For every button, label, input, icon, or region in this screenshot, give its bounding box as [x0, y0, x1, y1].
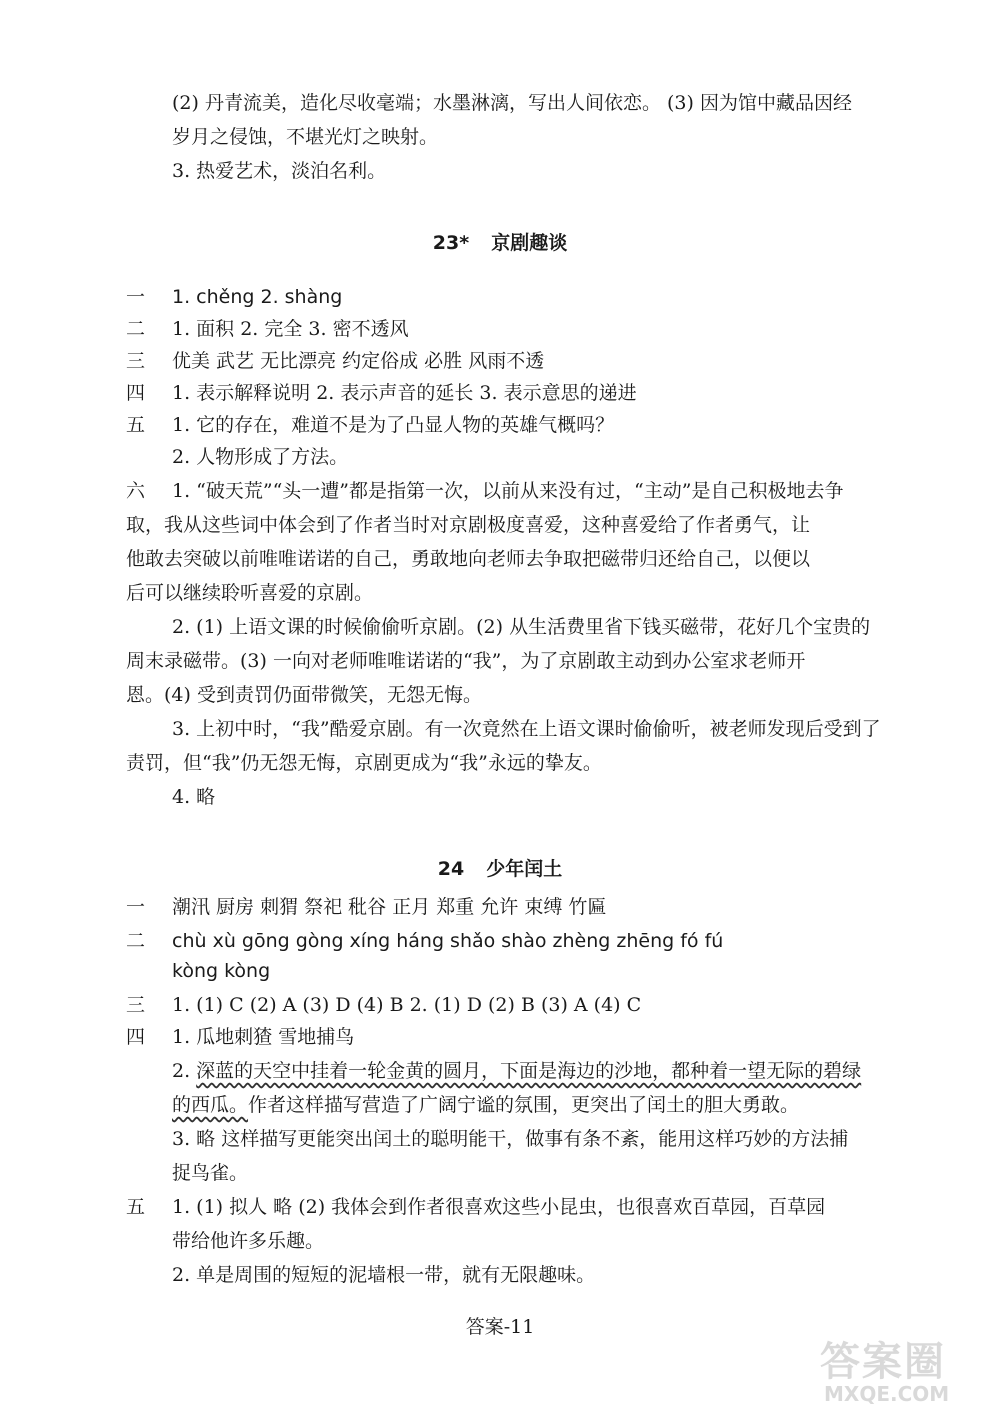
question-marker: 三: [126, 994, 146, 1016]
answer-line: 取，我从这些词中体会到了作者当时对京剧极度喜爱，这种喜爱给了作者勇气，让: [126, 514, 811, 536]
answer-line: 优美 武艺 无比漂亮 约定俗成 必胜 风雨不透: [172, 350, 545, 372]
page-number: 答案-11: [465, 1316, 535, 1338]
answer-line: 潮汛 厨房 刺猬 祭祀 秕谷 正月 郑重 允许 束缚 竹匾: [172, 896, 607, 918]
answer-line: [172, 1094, 799, 1117]
section-number: 24: [437, 858, 465, 880]
question-marker: 四: [126, 382, 146, 404]
answer-line: 2. 单是周围的短短的泥墙根一带，就有无限趣味。: [172, 1264, 596, 1286]
answer-line: chù xù gōng gòng xíng háng shǎo shào zhèng zhēng fó fú: [172, 930, 724, 952]
answer-line: [172, 1060, 861, 1083]
answer-line: 1. (1) C (2) A (3) D (4) B 2. (1) D (2) B (3) A (4) C: [172, 994, 642, 1016]
answer-line: 1. (1) 拟人 略 (2) 我体会到作者很喜欢这些小昆虫，也很喜欢百草园，百草园: [172, 1196, 826, 1218]
answer-line: (2) 丹青流美，造化尽收毫端；水墨淋漓，写出人间依恋。 (3) 因为馆中藏品因经: [172, 92, 852, 114]
question-marker: 五: [126, 414, 146, 436]
watermark-url: MXQE.COM: [824, 1382, 950, 1406]
section-heading: 少年闰土: [486, 858, 563, 880]
answer-line: 捉鸟雀。: [172, 1162, 249, 1184]
question-marker: 二: [126, 930, 146, 952]
wavy-underlined-text: 的西瓜。: [172, 1094, 249, 1116]
section-heading: 京剧趣谈: [491, 232, 568, 254]
answer-prefix: 2.: [172, 1060, 197, 1082]
watermark-logo: [820, 1330, 992, 1410]
answer-line: 恩。(4) 受到责罚仍面带微笑，无怨无悔。: [126, 684, 482, 706]
answer-line: 4. 略: [172, 786, 216, 808]
wavy-underlined-text: 深蓝的天空中挂着一轮金黄的圆月，下面是海边的沙地，都种着一望无际的碧绿: [196, 1060, 862, 1082]
answer-line: 带给他许多乐趣。: [172, 1230, 325, 1252]
answer-line: 1. 它的存在，难道不是为了凸显人物的英雄气概吗？: [172, 414, 615, 436]
section-number: 23*: [432, 232, 470, 254]
answer-line: 1. 表示解释说明 2. 表示声音的延长 3. 表示意思的递进: [172, 382, 637, 404]
answer-line: 岁月之侵蚀，不堪光灯之映射。: [172, 126, 439, 148]
answer-line: 2. (1) 上语文课的时候偷偷听京剧。(2) 从生活费里省下钱买磁带，花好几个宝贵的: [172, 616, 871, 638]
answer-line: 2. 人物形成了方法。: [172, 446, 349, 468]
section-title-23: [0, 228, 1000, 255]
watermark-text: 答案圈: [820, 1339, 946, 1385]
answer-line: 3. 略 这样描写更能突出闰土的聪明能干，做事有条不紊，能用这样巧妙的方法捕: [172, 1128, 849, 1150]
question-marker: 六: [126, 480, 146, 502]
answer-line: 责罚，但“我”仍无怨无悔，京剧更成为“我”永远的挚友。: [126, 752, 602, 774]
answer-line: kòng kòng: [172, 960, 271, 982]
answer-line: 他敢去突破以前唯唯诺诺的自己，勇敢地向老师去争取把磁带归还给自己，以便以: [126, 548, 811, 570]
question-marker: 三: [126, 350, 146, 372]
answer-line: 后可以继续聆听喜爱的京剧。: [126, 582, 374, 604]
answer-line: 1. chěng 2. shàng: [172, 286, 343, 308]
answer-line: 1. 面积 2. 完全 3. 密不透风: [172, 318, 409, 340]
answer-line: 3. 热爱艺术，淡泊名利。: [172, 160, 387, 182]
question-marker: 四: [126, 1026, 146, 1048]
question-marker: 一: [126, 286, 146, 308]
answer-line: 1. 瓜地刺猹 雪地捕鸟: [172, 1026, 355, 1048]
answer-line: 周末录磁带。(3) 一向对老师唯唯诺诺的“我”，为了京剧敢主动到办公室求老师开: [126, 650, 806, 672]
question-marker: 五: [126, 1196, 146, 1218]
answer-text: 作者这样描写营造了广阔宁谧的氛围，更突出了闰土的胆大勇敢。: [248, 1094, 800, 1116]
question-marker: 一: [126, 896, 146, 918]
answer-line: 1. “破天荒”“头一遭”都是指第一次，以前从来没有过，“主动”是自己积极地去争: [172, 480, 844, 502]
section-title-24: [0, 854, 1000, 881]
answer-line: 3. 上初中时，“我”酷爱京剧。有一次竟然在上语文课时偷偷听，被老师发现后受到了: [172, 718, 881, 740]
question-marker: 二: [126, 318, 146, 340]
